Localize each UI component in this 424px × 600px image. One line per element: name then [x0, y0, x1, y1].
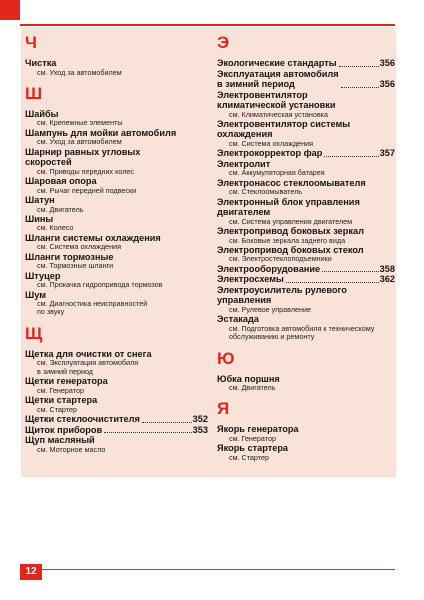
index-entry [217, 69, 395, 90]
entry-title: Штуцер [25, 270, 61, 281]
index-entry [217, 197, 395, 226]
entry-page-number: 353 [192, 424, 208, 435]
index-entry [25, 414, 208, 425]
index-entry [217, 90, 395, 119]
index-entry [217, 274, 395, 285]
entry-cross-reference: см. Генератор [229, 433, 276, 443]
entry-title: Электросхемы [217, 274, 284, 285]
entry-cross-reference: см. Аккумуляторная батарея [229, 168, 325, 178]
index-panel [21, 27, 396, 477]
entry-cross-reference: см. Крепежные элементы [37, 118, 123, 128]
entry-heading [217, 69, 395, 90]
entry-title: Шатун [25, 195, 55, 206]
entry-cross-reference: см. Прокачка гидропривода тормозов [37, 280, 163, 290]
entry-heading [217, 90, 395, 111]
entry-title: Электровентилятор системы охлаждения [217, 118, 351, 140]
index-entry [25, 147, 208, 176]
index-entry [25, 128, 208, 147]
entry-cross-reference: см. Тормозные шланги [37, 261, 114, 271]
entry-title: Эксплуатация автомобиля в зимний период [217, 68, 339, 89]
index-entry [25, 214, 208, 233]
entry-heading [217, 226, 395, 237]
entry-title: Якорь стартера [217, 443, 289, 454]
index-entry [25, 395, 208, 414]
entry-title: Шампунь для мойки автомобиля [25, 127, 177, 138]
entry-title: Шаровая опора [25, 176, 97, 187]
entry-heading [217, 197, 395, 218]
index-entry [25, 290, 208, 317]
entry-cross-reference: см. Двигатель [37, 204, 84, 214]
entry-cross-reference: см. Генератор [37, 385, 84, 395]
entry-title: Эстакада [217, 314, 259, 325]
index-entry [217, 245, 395, 264]
entry-title: Электроусилитель рулевого управления [217, 284, 347, 306]
index-entry [217, 314, 395, 341]
entry-cross-reference: см. Система охлаждения [229, 138, 314, 148]
index-entry [25, 109, 208, 128]
entry-title: Шины [25, 213, 54, 224]
index-entry [25, 425, 208, 436]
index-entry [25, 435, 208, 454]
index-entry [217, 374, 395, 393]
entry-cross-reference: см. Рулевое управление [229, 304, 311, 314]
entry-cross-reference: см. Уход за автомобилем [37, 67, 122, 77]
entry-heading [25, 147, 208, 168]
index-entry [25, 376, 208, 395]
right-column [217, 27, 395, 462]
index-entry [25, 195, 208, 214]
index-entry [25, 58, 208, 77]
entry-page-number: 356 [379, 79, 395, 89]
entry-cross-reference: см. Климатическая установка [229, 109, 328, 119]
entry-heading [25, 435, 208, 446]
index-entry [217, 178, 395, 197]
entry-title: Щетка для очистки от снега [25, 348, 152, 359]
entry-title: Электровентилятор климатической установки [217, 89, 336, 110]
section-letter: Ч [25, 33, 37, 52]
left-column [25, 27, 208, 454]
top-rule [20, 24, 395, 26]
corner-accent [0, 0, 20, 20]
entry-cross-reference: см. Эксплуатация автомобиля в зимний период [37, 358, 139, 376]
entry-page-number: 357 [379, 148, 395, 159]
section-letter: Э [217, 33, 230, 52]
entry-title: Электронный блок управления двигателем [217, 196, 360, 218]
entry-cross-reference: см. Уход за автомобилем [37, 137, 122, 147]
entry-heading [217, 119, 395, 140]
page-number: 12 [20, 564, 42, 580]
dot-leader [341, 87, 379, 88]
entry-title: Юбка поршня [217, 373, 280, 384]
dot-leader [324, 156, 378, 157]
index-entry [217, 119, 395, 148]
dot-leader [322, 271, 379, 272]
dot-leader [104, 432, 192, 433]
entry-heading [217, 264, 395, 275]
index-entry [217, 264, 395, 275]
entry-title: Электролит [217, 158, 271, 169]
entry-cross-reference: см. Электростеклоподъемники [229, 254, 332, 264]
entry-cross-reference: см. Стартер [229, 452, 269, 462]
entry-title: Щетки генератора [25, 376, 108, 387]
entry-title: Щиток приборов [25, 424, 103, 435]
section-letter: Щ [25, 323, 43, 343]
entry-cross-reference: см. Боковые зеркала заднего вида [229, 235, 346, 245]
entry-title: Якорь генератора [217, 424, 299, 435]
entry-title: Шланги системы охлаждения [25, 232, 161, 243]
entry-cross-reference: см. Диагностика неисправностей по звуку [37, 299, 148, 317]
section-letter: Я [217, 399, 230, 419]
entry-title: Электрокорректор фар [217, 148, 323, 159]
bottom-rule [20, 569, 395, 570]
entry-cross-reference: см. Система охлаждения [37, 242, 122, 252]
index-entry [25, 271, 208, 290]
entry-heading [25, 425, 208, 436]
entry-title: Электронасос стеклоомывателя [217, 177, 366, 188]
index-entry [25, 252, 208, 271]
dot-leader [339, 66, 379, 67]
entry-cross-reference: см. Подготовка автомобиля к техническому обслуживанию и ремонту [229, 323, 375, 342]
entry-title: Шарнир равных угловых скоростей [25, 146, 141, 168]
index-entry [217, 226, 395, 245]
entry-title: Щетки стартера [25, 395, 98, 406]
entry-title: Шайбы [25, 108, 59, 119]
entry-cross-reference: см. Система управления двигателем [229, 216, 353, 226]
entry-page-number: 358 [379, 263, 395, 274]
entry-title: Электропривод боковых стекол [217, 244, 364, 255]
entry-title: Шум [25, 289, 47, 300]
entry-cross-reference: см. Стартер [37, 404, 77, 414]
entry-heading [25, 414, 208, 425]
entry-heading [25, 58, 208, 69]
section-letter: Ю [217, 348, 235, 368]
index-entry [217, 285, 395, 314]
entry-title: Щетки стеклоочистителя [25, 414, 140, 424]
entry-page-number: 356 [379, 58, 395, 68]
section-letter: Ш [25, 83, 43, 103]
entry-heading [217, 148, 395, 159]
index-entry [25, 349, 208, 376]
dot-leader [142, 422, 192, 423]
entry-cross-reference: см. Двигатель [229, 383, 276, 393]
entry-heading [25, 195, 208, 206]
entry-cross-reference: см. Приводы передних колес [37, 166, 134, 176]
entry-title: Щуп масляный [25, 435, 95, 445]
entry-cross-reference: см. Моторное масло [37, 444, 106, 454]
entry-page-number: 362 [379, 274, 395, 285]
entry-title: Электропривод боковых зеркал [217, 226, 364, 237]
index-entry [25, 233, 208, 252]
entry-heading [217, 285, 395, 306]
entry-title: Экологические стандарты [217, 58, 337, 68]
entry-title: Электрооборудование [217, 263, 321, 274]
entry-cross-reference: см. Колесо [37, 223, 74, 233]
entry-title: Чистка [25, 58, 57, 68]
index-entry [217, 424, 395, 443]
index-entry [217, 148, 395, 159]
entry-title: Шланги тормозные [25, 251, 114, 262]
dot-leader [286, 282, 379, 283]
entry-heading [217, 274, 395, 285]
index-entry [217, 159, 395, 178]
entry-cross-reference: см. Рычаг передней подвески [37, 185, 137, 195]
entry-page-number: 352 [192, 414, 208, 424]
entry-heading [217, 58, 395, 69]
index-entry [217, 443, 395, 462]
index-entry [25, 176, 208, 195]
entry-cross-reference: см. Стеклоомыватель [229, 187, 303, 197]
index-entry [217, 58, 395, 69]
